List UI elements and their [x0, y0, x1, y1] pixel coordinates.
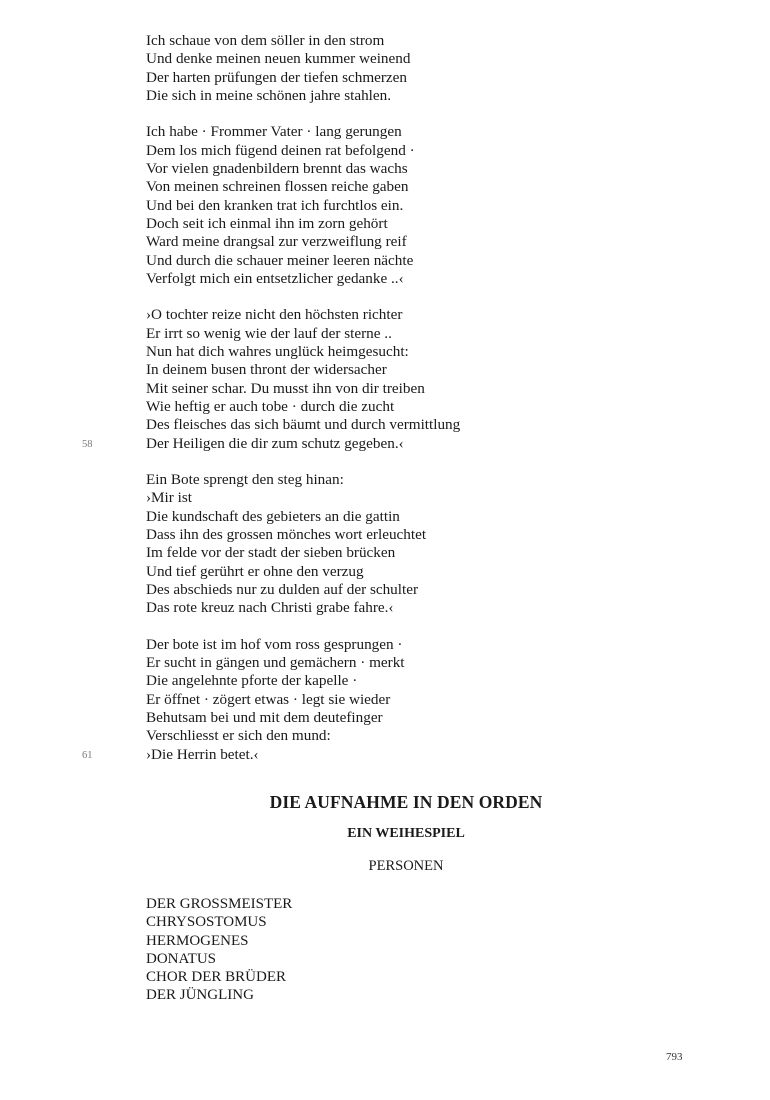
cast-member: CHOR DER BRÜDER	[146, 969, 287, 986]
stanza	[146, 471, 686, 617]
stanza	[82, 306, 686, 452]
verse-line: Mit seiner schar. Du musst ihn von dir treiben	[146, 379, 425, 397]
verse-line: Er irrt so wenig wie der lauf der sterne ..	[146, 324, 392, 342]
verse-line: Er öffnet · zögert etwas · legt sie wieder	[146, 690, 391, 708]
play-subtitle: EIN WEIHESPIEL	[347, 826, 465, 841]
verse-line: Ein Bote sprengt den steg hinan:	[146, 471, 344, 489]
verse-line: Dem los mich fügend deinen rat befolgend ·	[146, 141, 415, 159]
play-title: DIE AUFNAHME IN DEN ORDEN	[269, 792, 543, 812]
margin-line-number: 58	[82, 438, 93, 450]
verse-line: Des fleisches das sich bäumt und durch vermittlung	[146, 416, 461, 434]
cast-member: DONATUS	[146, 950, 217, 967]
verse-line: Doch seit ich einmal ihn im zorn gehört	[146, 214, 388, 232]
verse-line: Er sucht in gängen und gemächern · merkt	[146, 654, 405, 672]
cast-member: DER GROSSMEISTER	[146, 896, 293, 912]
cast-member: HERMOGENES	[146, 932, 249, 949]
verse-line: Der bote ist im hof vom ross gesprungen ·	[146, 635, 403, 653]
verse-line: Die sich in meine schönen jahre stahlen.	[146, 86, 392, 104]
verse-line: Verschliesst er sich den mund:	[146, 727, 331, 745]
verse-line-numbered	[82, 745, 686, 764]
verse-line: Des abschieds nur zu dulden auf der schulter	[146, 580, 419, 598]
verse-line: Und tief gerührt er ohne den verzug	[146, 562, 364, 580]
verse-line: Nun hat dich wahres unglück heimgesucht:	[146, 343, 409, 361]
verse-line: Ich habe · Frommer Vater · lang gerungen	[146, 123, 402, 141]
verse-line: Im felde vor der stadt der sieben brücken	[146, 544, 396, 562]
verse-line: In deinem busen thront der widersacher	[146, 361, 387, 379]
stanza	[146, 123, 686, 288]
verse-line: Die angelehnte pforte der kapelle ·	[146, 672, 358, 690]
poem-text	[82, 32, 686, 782]
verse-text: ›Die Herrin betet.‹	[146, 745, 259, 763]
verse-text: Der Heiligen die dir zum schutz gegeben.‹	[146, 434, 404, 452]
stanza	[146, 32, 686, 105]
verse-line: Dass ihn des grossen mönches wort erleuchtet	[146, 526, 427, 544]
margin-line-number: 61	[82, 749, 93, 761]
verse-line: Ward meine drangsal zur verzweiflung reif	[146, 233, 407, 251]
verse-line: Ich schaue von dem söller in den strom	[146, 32, 385, 49]
cast-member: DER JÜNGLING	[146, 987, 254, 1004]
verse-line: Die kundschaft des gebieters an die gattin	[146, 507, 400, 525]
persons-heading: PERSONEN	[368, 858, 444, 874]
page-number: 793	[666, 1051, 683, 1063]
verse-line: Vor vielen gnadenbildern brennt das wachs	[146, 160, 408, 178]
verse-line: Wie heftig er auch tobe · durch die zucht	[146, 397, 395, 415]
verse-line: Verfolgt mich ein entsetzlicher gedanke ..‹	[146, 269, 404, 287]
verse-line: Und denke meinen neuen kummer weinend	[146, 50, 411, 68]
verse-line: Der harten prüfungen der tiefen schmerzen	[146, 68, 408, 86]
verse-line: Behutsam bei und mit dem deutefinger	[146, 708, 383, 726]
verse-line: Und bei den kranken trat ich furchtlos ein.	[146, 196, 404, 214]
verse-line: Das rote kreuz nach Christi grabe fahre.‹	[146, 599, 394, 617]
cast-list	[146, 895, 292, 1005]
stanza	[82, 635, 686, 764]
cast-member: CHRYSOSTOMUS	[146, 914, 267, 931]
verse-line-numbered	[82, 434, 686, 453]
verse-line: Und durch die schauer meiner leeren nächte	[146, 251, 414, 269]
verse-line: Von meinen schreinen flossen reiche gaben	[146, 178, 409, 196]
verse-line: ›O tochter reize nicht den höchsten richter	[146, 306, 403, 324]
verse-line: ›Mir ist	[146, 489, 192, 507]
